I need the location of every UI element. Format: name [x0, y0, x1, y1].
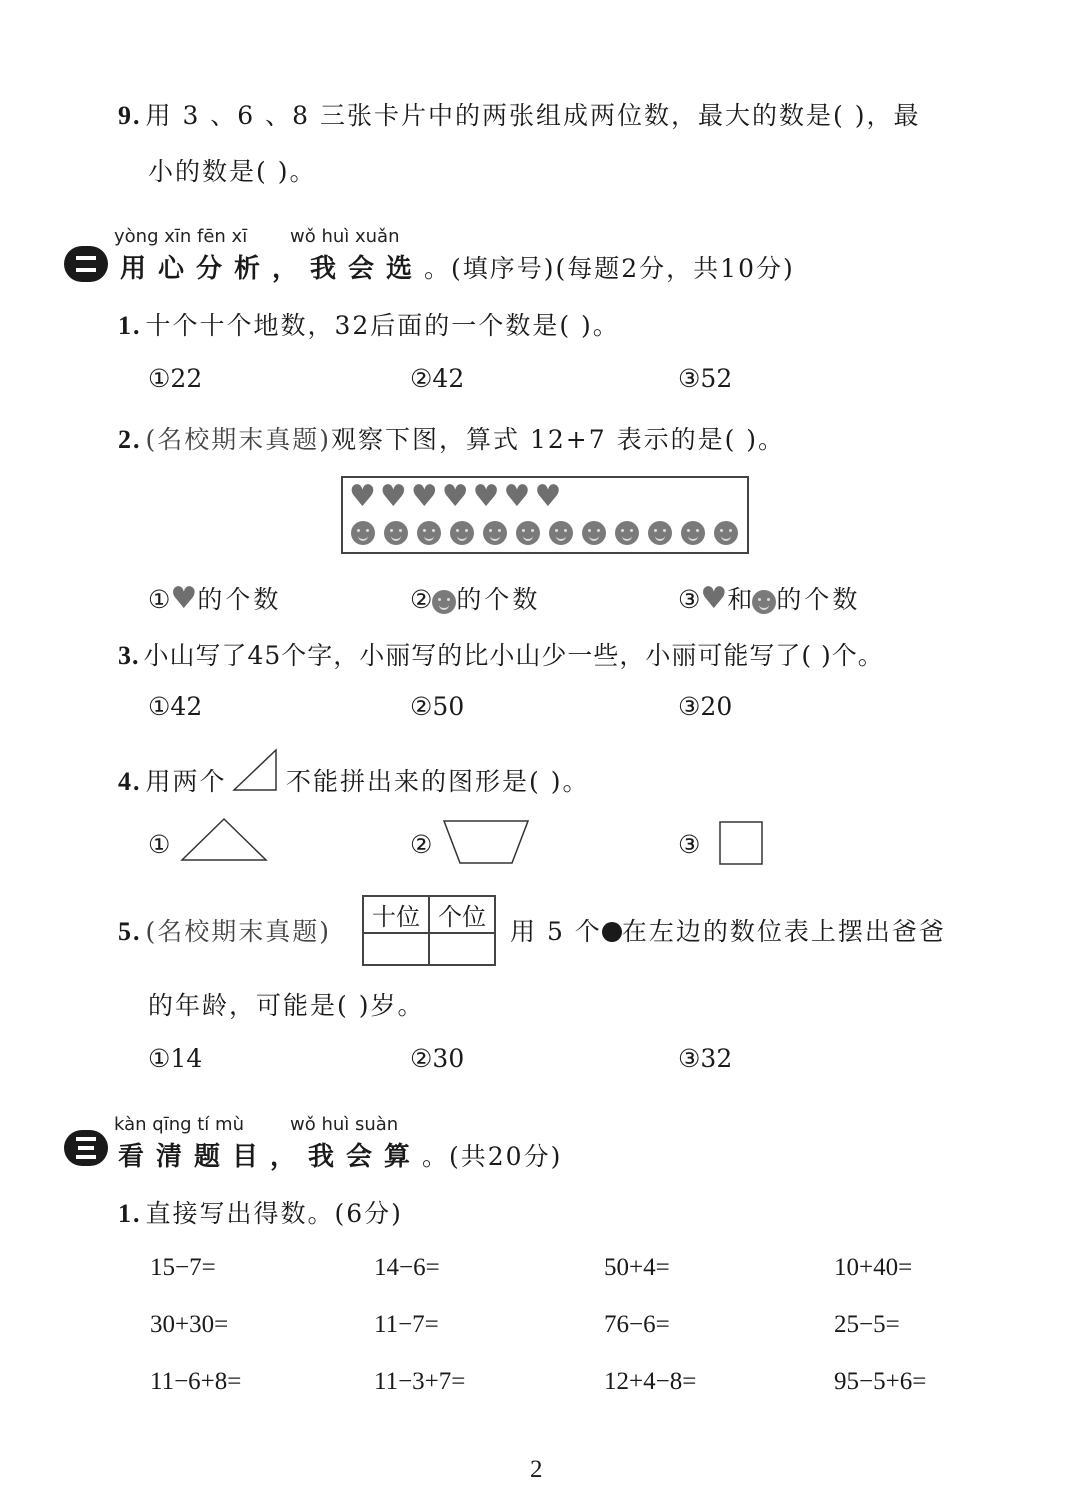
- heart-icon: ♥: [472, 479, 500, 514]
- page-number: 2: [530, 1456, 543, 1483]
- s2q2-option-1: ①♥的个数: [148, 581, 282, 616]
- heart-icon: ♥: [503, 479, 531, 514]
- section2-heading: [120, 248, 795, 285]
- section3-pinyin-a: kàn qīng tí mù: [114, 1114, 244, 1135]
- section3-title: 看清题目，我会算: [118, 1142, 423, 1172]
- calc-item: 14−6=: [374, 1254, 440, 1281]
- calc-item: 50+4=: [604, 1254, 670, 1281]
- q9-text: 用 3 、6 、8 三张卡片中的两张组成两位数，最大的数是( )，最: [145, 101, 921, 130]
- s2q3-option-2: ②50: [410, 692, 465, 721]
- section3-heading: [118, 1136, 562, 1173]
- smiley-icon: [752, 590, 776, 614]
- section-three-badge: [64, 1130, 108, 1166]
- smiley-icon: [417, 521, 441, 545]
- s2q1-text: 十个十个地数，32后面的一个数是( )。: [145, 311, 620, 340]
- bead-dot-icon: [602, 922, 622, 942]
- s2q3-number: 3.: [118, 641, 140, 670]
- s2q5-option-2: ②30: [410, 1044, 465, 1073]
- s3q1-question: [118, 1194, 403, 1230]
- s2q4-text-a: 4. 用两个: [118, 767, 227, 796]
- section2-note: 。(填序号)(每题2分，共10分): [424, 254, 795, 283]
- s2q1-option-3: ③52: [678, 364, 733, 393]
- square-shape: [718, 820, 766, 866]
- tens-header: 十位: [363, 896, 429, 933]
- calc-item: 15−7=: [150, 1254, 216, 1281]
- tens-cell: [363, 933, 429, 965]
- s2q5-question-a: [118, 912, 331, 948]
- smiley-icon: [714, 521, 738, 545]
- smiley-icon: [681, 521, 705, 545]
- smiley-icon: [582, 521, 606, 545]
- heart-icon: ♥: [379, 479, 407, 514]
- heart-icon: ♥: [534, 479, 562, 514]
- calc-item: 12+4−8=: [604, 1368, 697, 1395]
- smiley-icon: [432, 590, 456, 614]
- s2q4-option-2-label: ②: [410, 830, 433, 859]
- heart-icon: ♥: [410, 479, 438, 514]
- calc-item: 11−6+8=: [150, 1368, 242, 1395]
- smiley-icon: [450, 521, 474, 545]
- ones-header: 个位: [429, 896, 495, 933]
- s2q5-question-b: 用 5 个 在左边的数位表上摆出爸爸: [510, 917, 946, 946]
- s2q4-number: 4.: [118, 767, 142, 796]
- s2q5-option-3: ③32: [678, 1044, 733, 1073]
- ones-cell: [429, 933, 495, 965]
- s3q1-number: 1.: [118, 1199, 142, 1228]
- s2q4-option-1-label: ①: [148, 830, 171, 859]
- place-value-table: [362, 895, 496, 966]
- smiley-icon: [615, 521, 639, 545]
- section-two-badge: [64, 246, 108, 282]
- s2q5-tag: (名校期末真题): [145, 917, 332, 946]
- calc-item: 11−7=: [374, 1311, 439, 1338]
- s2q5-option-1: ①14: [148, 1044, 203, 1073]
- heart-icon: ♥: [170, 581, 198, 616]
- s2q2-text: 观察下图，算式 12+7 表示的是( )。: [331, 425, 786, 454]
- trapezoid-shape: [442, 818, 532, 866]
- section3-note: 。(共20分): [422, 1142, 563, 1171]
- s2q2-question: [118, 420, 785, 456]
- s2q1-option-2: ②42: [410, 364, 465, 393]
- right-triangle-icon: [232, 748, 278, 792]
- smiley-icon: [483, 521, 507, 545]
- s2q1-number: 1.: [118, 311, 142, 340]
- s2q3-text: 小山写了45个字，小丽写的比小山少一些，小丽可能写了( )个。: [143, 641, 884, 670]
- s2q4-option-3-label: ③: [678, 830, 701, 859]
- s2q3-option-3: ③20: [678, 692, 733, 721]
- s3q1-text: 直接写出得数。(6分): [145, 1199, 403, 1228]
- calc-item: 76−6=: [604, 1311, 670, 1338]
- calc-item: 25−5=: [834, 1311, 900, 1338]
- isosceles-triangle-shape: [180, 816, 270, 862]
- hearts-smiles-figure: [341, 476, 749, 554]
- s2q5-line2: 的年龄，可能是( )岁。: [148, 991, 425, 1020]
- q9-line2: 小的数是( )。: [148, 157, 317, 186]
- smiley-icon: [516, 521, 540, 545]
- s2q1-question: [118, 306, 620, 342]
- q9-number: 9.: [118, 101, 142, 130]
- section2-title: 用心分析，我会选: [120, 254, 425, 284]
- s2q4-text-b: 不能拼出来的图形是( )。: [286, 767, 590, 796]
- s2q2-number: 2.: [118, 425, 142, 454]
- section3-pinyin-b: wǒ huì suàn: [290, 1114, 399, 1135]
- section2-pinyin-b: wǒ huì xuǎn: [290, 226, 400, 247]
- smiley-icon: [549, 521, 573, 545]
- calc-item: 10+40=: [834, 1254, 913, 1281]
- smiley-icon: [351, 521, 375, 545]
- heart-icon: ♥: [441, 479, 469, 514]
- section2-pinyin-a: yòng xīn fēn xī: [114, 226, 248, 247]
- s2q5-number: 5.: [118, 917, 142, 946]
- s2q2-tag: (名校期末真题): [145, 425, 332, 454]
- smiley-icon: [384, 521, 408, 545]
- calc-item: 30+30=: [150, 1311, 229, 1338]
- calc-item: 95−5+6=: [834, 1368, 927, 1395]
- smiley-icon: [648, 521, 672, 545]
- s2q3-option-1: ①42: [148, 692, 203, 721]
- calc-item: 11−3+7=: [374, 1368, 466, 1395]
- heart-row: [349, 479, 565, 514]
- s2q2-option-2: ② 的个数: [410, 585, 541, 614]
- heart-icon: ♥: [700, 581, 728, 616]
- smile-row: [351, 521, 747, 545]
- s2q3-question: [118, 636, 884, 672]
- heart-icon: ♥: [349, 479, 376, 514]
- s2q1-option-1: ①22: [148, 364, 203, 393]
- s2q2-option-3: ③♥和 的个数: [678, 581, 861, 616]
- q9-line1: [118, 96, 920, 132]
